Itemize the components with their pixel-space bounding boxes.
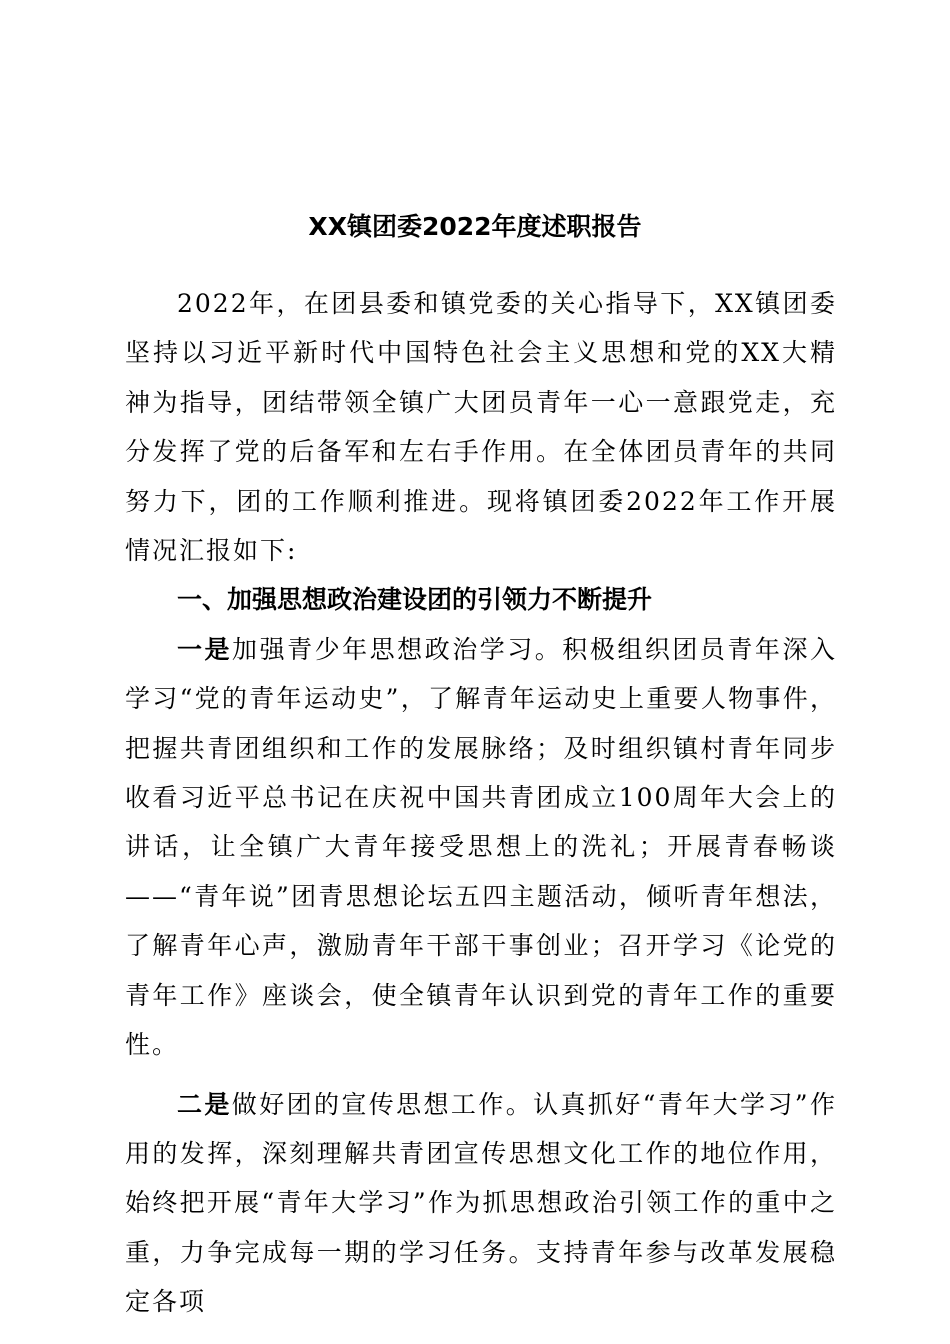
item-text-2: 做好团的宣传思想工作。认真抓好“青年大学习”作用的发挥，深刻理解共青团宣传思想文化工作的地位作用，始终把开展“青年大学习”作为抓思想政治引领工作的重中之重，力争完成每一期的学习任务。支持青年参与改革发展稳定各项 bbox=[125, 1089, 837, 1317]
item-paragraph-1 bbox=[125, 625, 837, 1070]
section-heading-1: 一、加强思想政治建设团的引领力不断提升 bbox=[177, 585, 653, 615]
intro-paragraph: 2022年，在团县委和镇党委的关心指导下，XX镇团委坚持以习近平新时代中国特色社会主义思想和党的XX大精神为指导，团结带领全镇广大团员青年一心一意跟党走，充分发挥了党的后备军和左右手作用。在全体团员青年的共同努力下，团的工作顺利推进。现将镇团委2022年工作开展情况汇报如下: bbox=[125, 289, 837, 566]
item-lead-1: 一是 bbox=[177, 634, 233, 664]
item-text-1: 加强青少年思想政治学习。积极组织团员青年深入学习“党的青年运动史”，了解青年运动史上重要人物事件，把握共青团组织和工作的发展脉络；及时组织镇村青年同步收看习近平总书记在庆祝中国共青团成立100周年大会上的讲话，让全镇广大青年接受思想上的洗礼；开展青春畅谈——“青年说”团青思想论坛五四主题活动，倾听青年想法，了解青年心声，激励青年干部干事创业；召开学习《论党的青年工作》座谈会，使全镇青年认识到党的青年工作的重要性。 bbox=[125, 634, 837, 1060]
document-title: XX镇团委2022年度述职报告 bbox=[308, 212, 642, 241]
item-lead-2: 二是 bbox=[177, 1089, 232, 1119]
document-body bbox=[125, 279, 837, 1327]
item-paragraph-2 bbox=[125, 1080, 837, 1327]
paragraph-gap bbox=[125, 1070, 837, 1080]
